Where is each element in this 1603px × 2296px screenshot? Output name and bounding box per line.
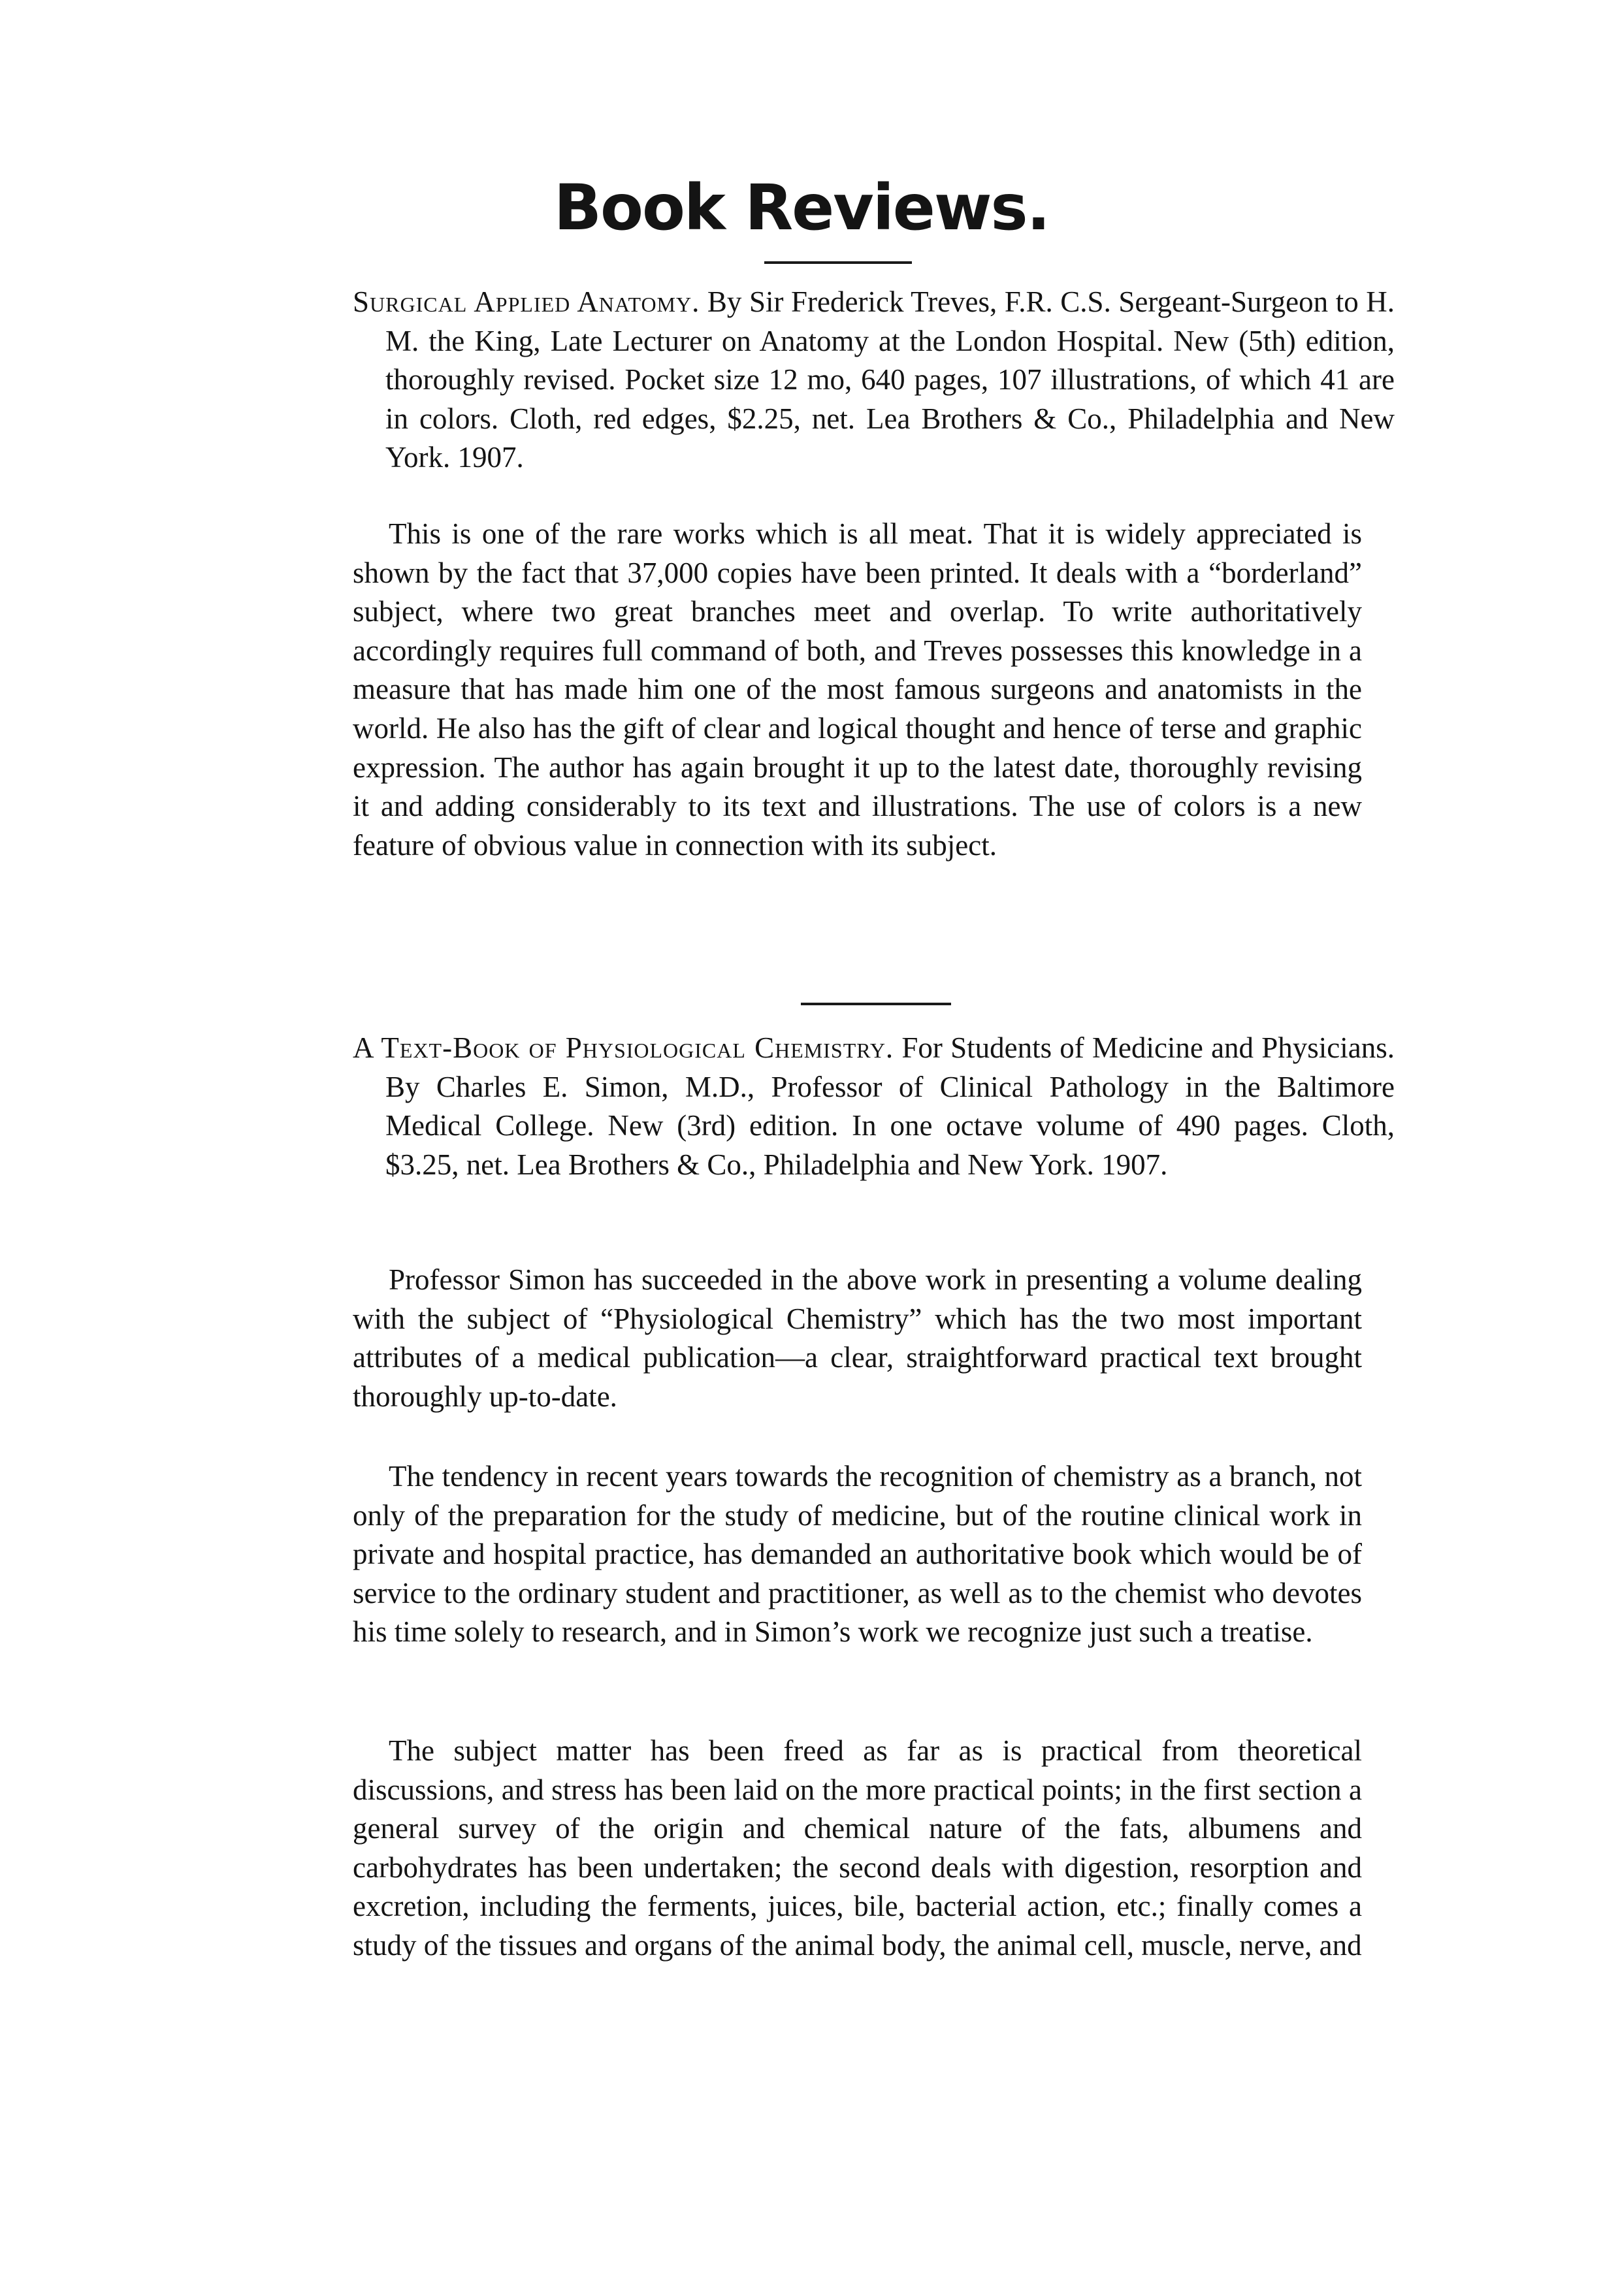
- review-2-paragraph-2: The tendency in recent years towards the recognition of chemistry as a branch, not only of the preparation for the study of medicine, but of the routine clinical work in private and hospital practice, has demanded an authoritative book which would be of service to the ordinary student and practitioner, as well as to the chemist who devotes his time solely to research, and in Simon’s work we recognize just such a treatise.: [353, 1460, 1362, 1649]
- review-1-citation-text: By Sir Frederick Treves, F.R. C.S. Sergeant-Surgeon to H. M. the King, Late Lecturer on Anatomy at the London Hospital. New (5th) edition, thoroughly revised. Pocket size 12 mo, 640 pages, 107 illustrations, of which 41 are in colors. Cloth, red edges, $2.25, net. Lea Brothers & Co., Philadelphia and New York. 1907.: [385, 285, 1395, 474]
- review-2-paragraph-3: The subject matter has been freed as far as is practical from theoretical discussions, and stress has been laid on the more practical points; in the first section a general survey of the origin and chemical nature of the fats, albumens and carbohydrates has been undertaken; the second deals with digestion, resorption and excretion, including the ferments, juices, bile, bacterial action, etc.; finally comes a study of the tissues and organs of the animal body, the animal cell, muscle, nerve, and: [353, 1734, 1362, 1962]
- review-2-body-3: [353, 1732, 1362, 1965]
- review-2-citation-text: For Students of Medicine and Physicians. By Charles E. Simon, M.D., Professor of Clinical Pathology in the Baltimore Medical College. New (3rd) edition. In one octave volume of 490 pages. Cloth, $3.25, net. Lea Brothers & Co., Philadelphia and New York. 1907.: [385, 1031, 1395, 1181]
- review-2-paragraph-1: Professor Simon has succeeded in the above work in presenting a volume dealing with the subject of “Physiological Chemistry” which has the two most important attributes of a medical publication—a clear, straightforward practical text brought thoroughly up-to-date.: [353, 1263, 1362, 1413]
- review-2-title: A Text-Book of Physiological Chemistry.: [353, 1031, 894, 1064]
- review-1-paragraph: This is one of the rare works which is all meat. That it is widely appreciated is shown by the fact that 37,000 copies have been printed. It deals with a “borderland” subject, where two great branches meet and overlap. To write authoritatively accordingly requires full command of both, and Treves possesses this knowledge in a measure that has made him one of the most famous surgeons and anatomists in the world. He also has the gift of clear and logical thought and hence of terse and graphic expression. The author has again brought it up to the latest date, thoroughly revising it and adding considerably to its text and illustrations. The use of colors is a new feature of obvious value in connection with its subject.: [353, 517, 1362, 862]
- review-2-body-1: [353, 1261, 1362, 1416]
- review-2-citation: [353, 1029, 1395, 1184]
- review-1-title: Surgical Applied Anatomy.: [353, 285, 700, 318]
- review-1-citation: [353, 283, 1395, 477]
- section-divider: [801, 1003, 951, 1005]
- heading-underline: [764, 261, 912, 264]
- review-1-body: [353, 515, 1362, 865]
- page-heading: Book Reviews.: [553, 171, 1050, 244]
- review-2-body-2: [353, 1457, 1362, 1652]
